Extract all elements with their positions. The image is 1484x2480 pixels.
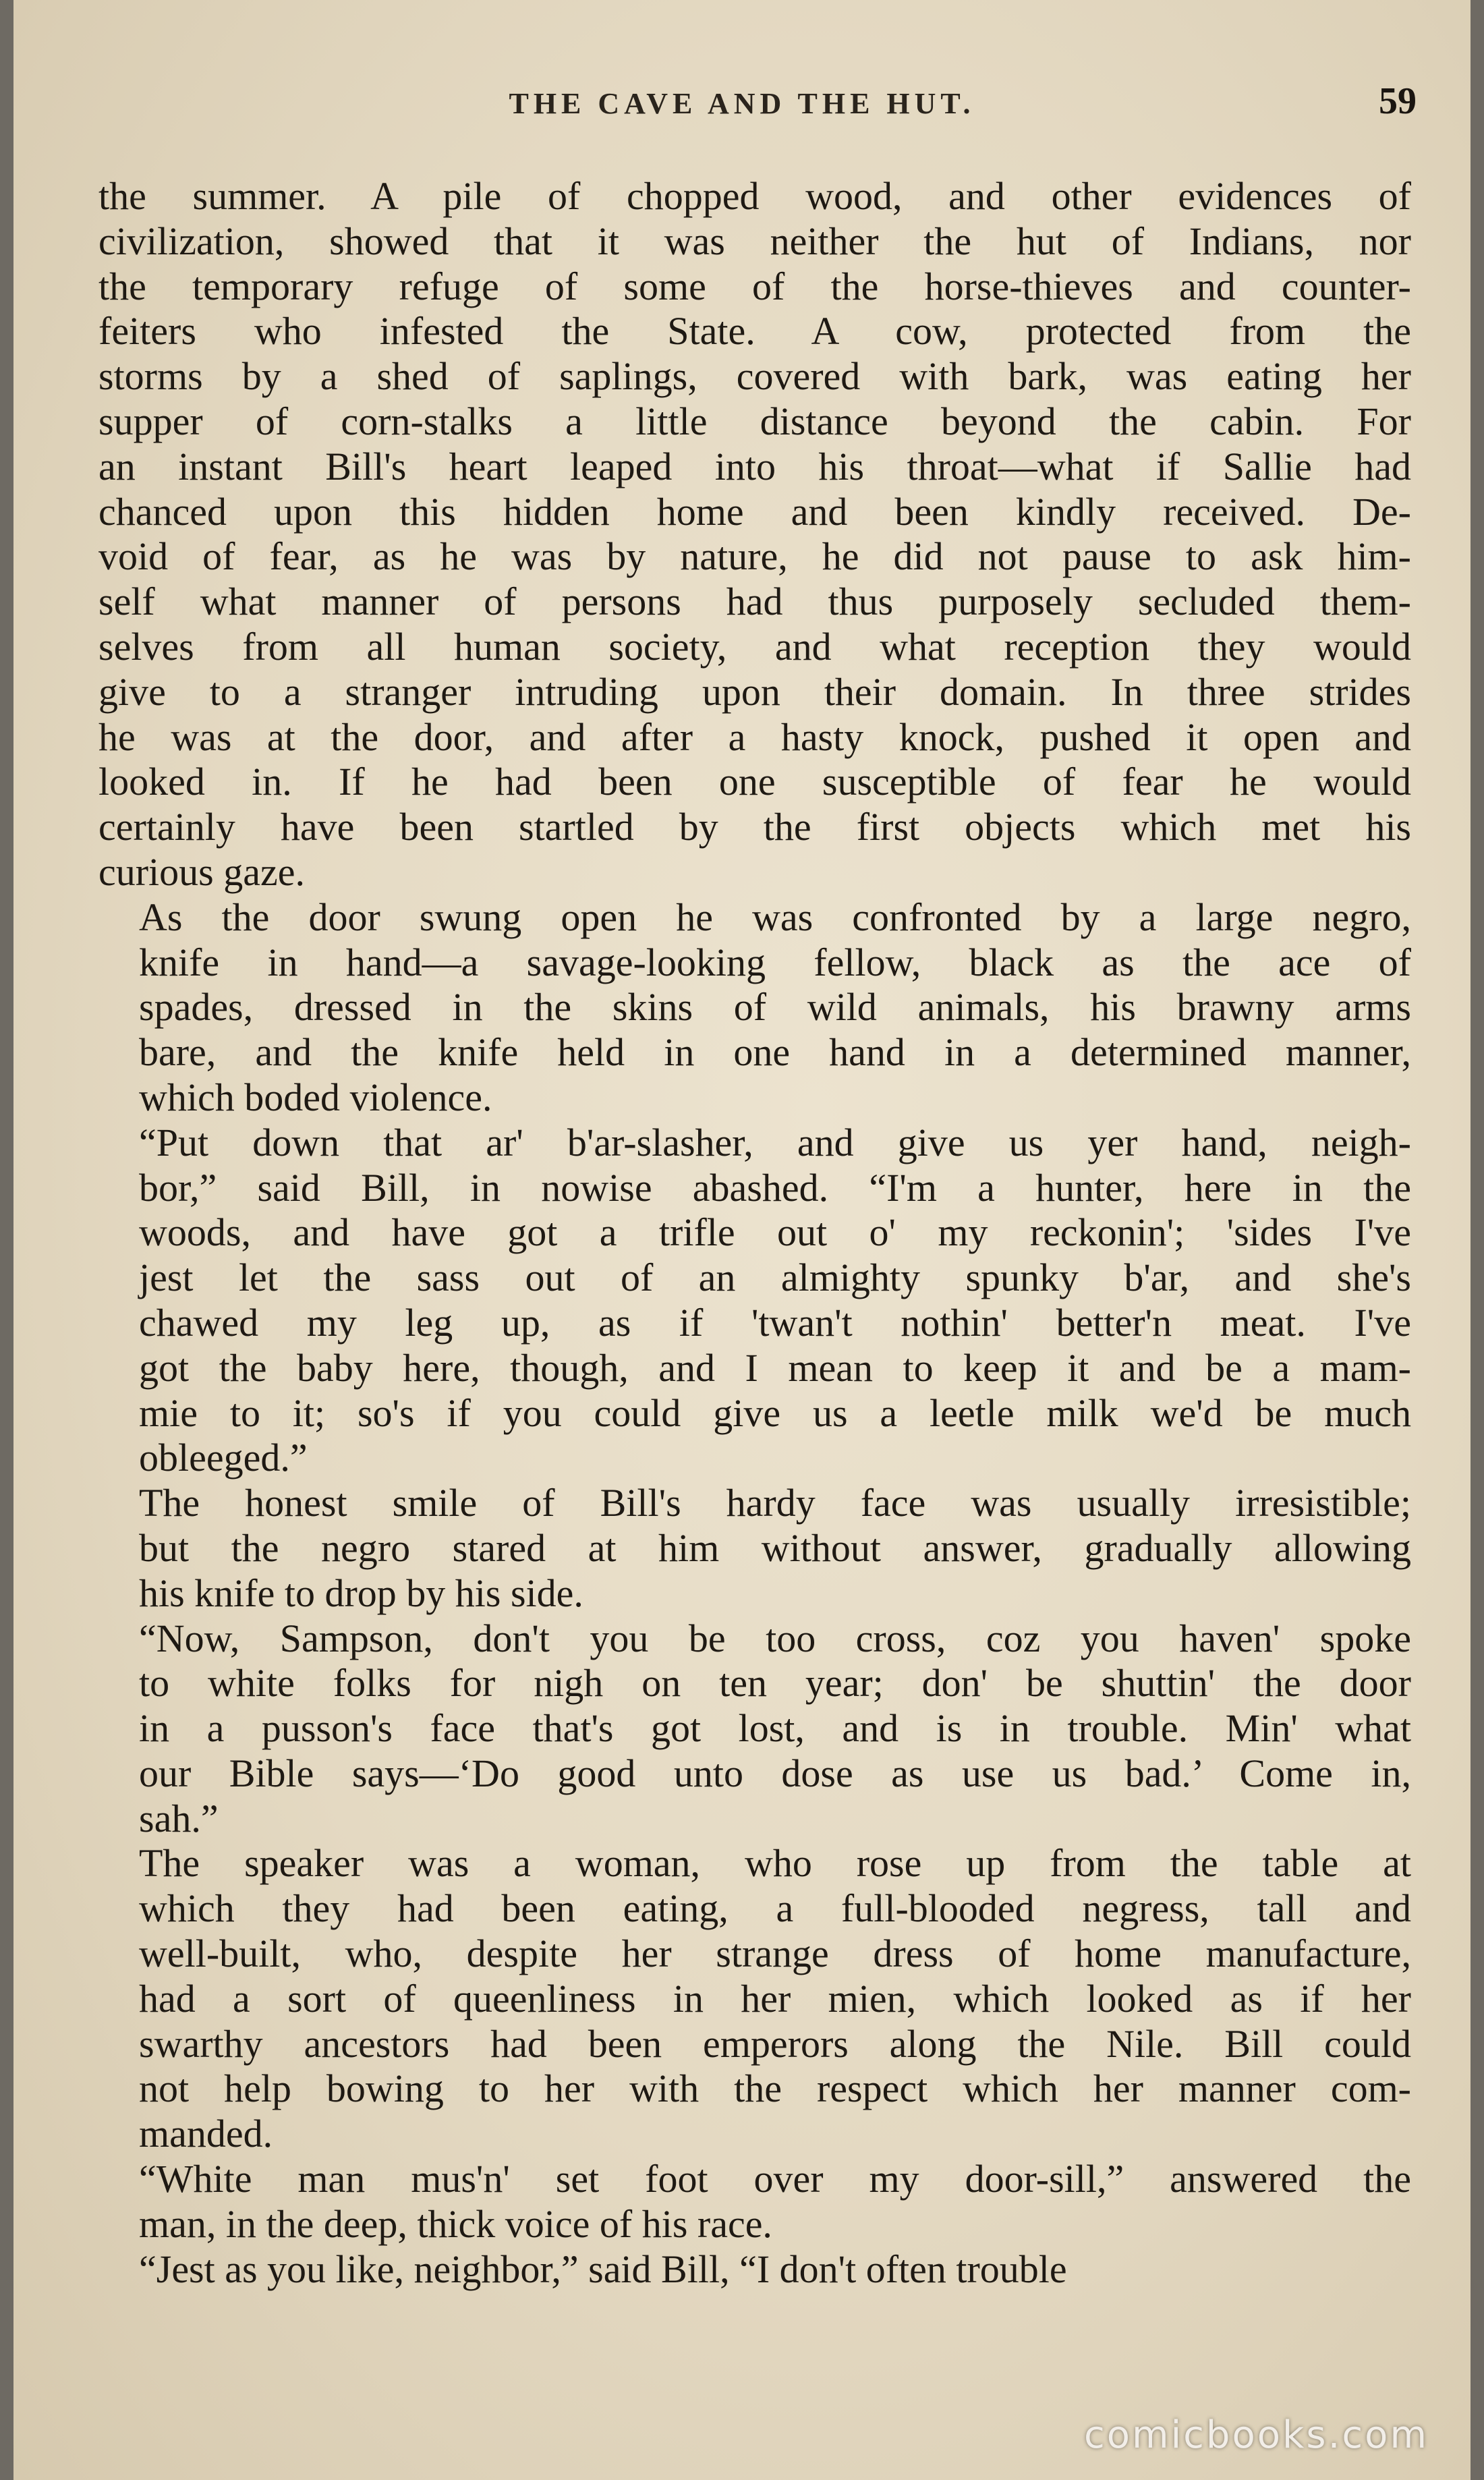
watermark-logo: comicbooks.com [1083, 2413, 1429, 2457]
page-header [13, 80, 1471, 134]
paragraph [98, 2157, 1411, 2247]
paragraph [98, 895, 1411, 1121]
text-line: swarthy ancestors had been emperors along the Nile. Bill could [139, 2021, 1411, 2066]
book-page [13, 0, 1471, 2480]
text-line: his knife to drop by his side. [139, 1571, 583, 1615]
text-line: selves from all human society, and what reception they would [98, 624, 1411, 669]
text-line: the temporary refuge of some of the horse-thieves and counter- [98, 264, 1411, 308]
text-line: the summer. A pile of chopped wood, and other evidences of [98, 174, 1411, 218]
text-line: chawed my leg up, as if 'twan't nothin' better'n meat. I've [139, 1300, 1411, 1345]
text-line: but the negro stared at him without answer, gradually allowing [139, 1525, 1411, 1570]
text-line: The speaker was a woman, who rose up from the table at [139, 1841, 1411, 1886]
text-line: looked in. If he had been one susceptible of fear he would [98, 760, 1411, 804]
text-line: bare, and the knife held in one hand in a determined manner, [139, 1030, 1411, 1075]
text-line: knife in hand—a savage-looking fellow, black as the ace of [139, 940, 1411, 984]
text-line: The honest smile of Bill's hardy face was usually irresistible; [139, 1481, 1411, 1525]
text-line: As the door swung open he was confronted by a large negro, [139, 895, 1411, 939]
text-line: “Jest as you like, neighbor,” said Bill, “I don't often trouble [139, 2247, 1067, 2291]
text-line: spades, dressed in the skins of wild animals, his brawny arms [139, 985, 1411, 1030]
text-line: give to a stranger intruding upon their domain. In three strides [98, 669, 1411, 714]
text-line: our Bible says—‘Do good unto dose as use us bad.’ Come in, [139, 1751, 1411, 1795]
text-line: which boded violence. [139, 1075, 492, 1119]
text-line: sah.” [139, 1796, 219, 1840]
text-line: well-built, who, despite her strange dress of home manufacture, [139, 1932, 1411, 1976]
text-line: void of fear, as he was by nature, he did not pause to ask him- [98, 534, 1411, 579]
text-line: storms by a shed of saplings, covered with bark, was eating her [98, 354, 1411, 399]
text-line: civilization, showed that it was neither the hut of Indians, nor [98, 219, 1411, 263]
text-line: self what manner of persons had thus purposely secluded them- [98, 580, 1411, 624]
text-line: certainly have been startled by the first objects which met his [98, 805, 1411, 849]
body-text [98, 174, 1411, 2292]
paragraph [98, 1481, 1411, 1616]
text-line: obleeged.” [139, 1436, 308, 1480]
text-line: “Now, Sampson, don't you be too cross, coz you haven' spoke [139, 1616, 1411, 1660]
paragraph [98, 2247, 1411, 2292]
paragraph [98, 174, 1411, 895]
text-line: “Put down that ar' b'ar-slasher, and give us yer hand, neigh- [139, 1120, 1411, 1164]
text-line: in a pusson's face that's got lost, and is in trouble. Min' what [139, 1706, 1411, 1751]
text-line: an instant Bill's heart leaped into his throat—what if Sallie had [98, 444, 1411, 488]
text-line: he was at the door, and after a hasty knock, pushed it open and [98, 714, 1411, 759]
text-line: “White man mus'n' set foot over my door-sill,” answered the [139, 2157, 1411, 2201]
text-line: curious gaze. [98, 849, 305, 894]
text-line: supper of corn-stalks a little distance beyond the cabin. For [98, 399, 1411, 443]
page-number: 59 [1379, 80, 1417, 122]
text-line: jest let the sass out of an almighty spunky b'ar, and she's [139, 1256, 1411, 1300]
text-line: feiters who infested the State. A cow, protected from the [98, 309, 1411, 354]
paragraph [98, 1616, 1411, 1842]
text-line: got the baby here, though, and I mean to keep it and be a mam- [139, 1345, 1411, 1390]
text-line: had a sort of queenliness in her mien, which looked as if her [139, 1976, 1411, 2021]
text-line: mie to it; so's if you could give us a leetle milk we'd be much [139, 1390, 1411, 1435]
text-line: bor,” said Bill, in nowise abashed. “I'm a hunter, here in the [139, 1165, 1411, 1210]
text-line: chanced upon this hidden home and been kindly received. De- [98, 489, 1411, 534]
text-line: man, in the deep, thick voice of his race. [139, 2201, 772, 2246]
text-line: which they had been eating, a full-blooded negress, tall and [139, 1886, 1411, 1931]
text-line: to white folks for nigh on ten year; don' be shuttin' the door [139, 1661, 1411, 1706]
running-title: THE CAVE AND THE HUT. [509, 87, 975, 120]
text-line: not help bowing to her with the respect which her manner com- [139, 2066, 1411, 2111]
text-line: woods, and have got a trifle out o' my reckonin'; 'sides I've [139, 1210, 1411, 1255]
paragraph [98, 1121, 1411, 1481]
paragraph [98, 1841, 1411, 2157]
text-line: manded. [139, 2112, 273, 2156]
